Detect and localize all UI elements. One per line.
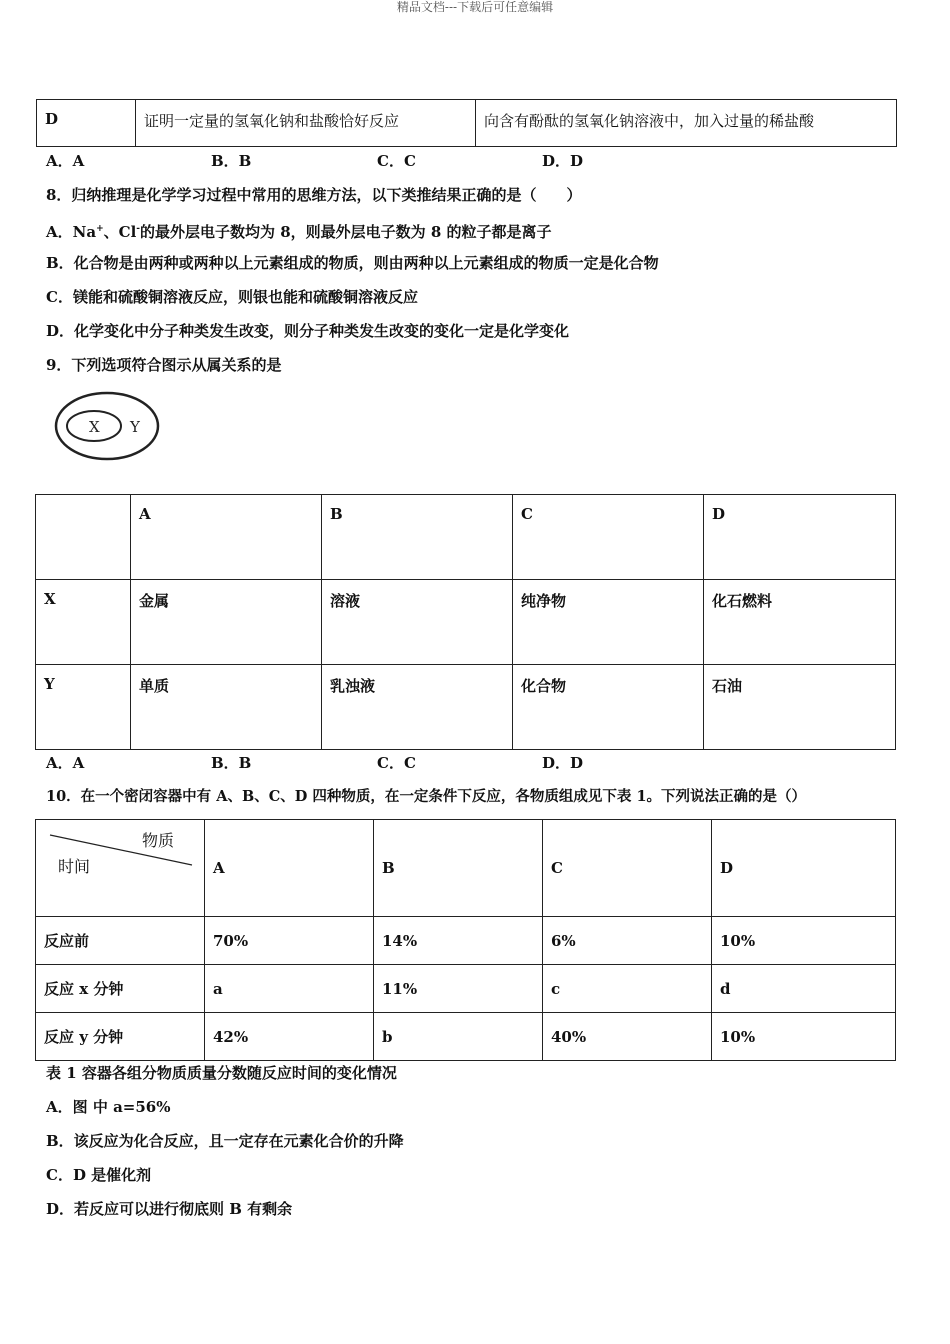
q8-stem: 8．归纳推理是化学学习过程中常用的思维方法，以下类推结果正确的是（ ） — [46, 186, 582, 204]
q9-row-x-b: 溶液 — [322, 580, 513, 665]
q10-cell: a — [205, 965, 374, 1013]
q9-row-x-a: 金属 — [131, 580, 322, 665]
venn-outer-ellipse — [56, 393, 158, 459]
corner-label-time: 时间 — [58, 857, 91, 876]
q10-cell: 14% — [374, 917, 543, 965]
q10-option-b[interactable]: B．该反应为化合反应，且一定存在元素化合价的升降 — [46, 1132, 404, 1150]
q9-option-d[interactable]: D．D — [542, 754, 584, 772]
q9-row-x-label: X — [36, 580, 131, 665]
q7-option-a[interactable]: A．A — [46, 152, 85, 170]
corner-label-substance: 物质 — [141, 831, 174, 850]
q10-row-label: 反应 y 分钟 — [36, 1013, 205, 1061]
q10-cell: b — [374, 1013, 543, 1061]
q10-stem: 10．在一个密闭容器中有 A、B、C、D 四种物质，在一定条件下反应，各物质组成见下表 1。下列说法正确的是（） — [46, 788, 807, 805]
q10-cell: 10% — [712, 917, 896, 965]
q9-table — [35, 494, 896, 750]
q10-col-b: B — [374, 820, 543, 917]
q7-option-b[interactable]: B．B — [211, 152, 252, 170]
q10-corner-cell — [36, 820, 205, 917]
q10-cell: 40% — [543, 1013, 712, 1061]
q10-cell: d — [712, 965, 896, 1013]
q10-table-caption: 表 1 容器各组分物质质量分数随反应时间的变化情况 — [46, 1064, 397, 1082]
page-header: 精品文档---下载后可任意编辑 — [396, 0, 554, 14]
q10-col-a: A — [205, 820, 374, 917]
q9-col-a: A — [131, 495, 322, 580]
q10-cell: 10% — [712, 1013, 896, 1061]
q10-header-row — [36, 820, 896, 917]
q10-option-d[interactable]: D．若反应可以进行彻底则 B 有剩余 — [46, 1200, 293, 1218]
q10-cell: 70% — [205, 917, 374, 965]
q10-col-c: C — [543, 820, 712, 917]
q10-col-d: D — [712, 820, 896, 917]
q9-row-y-a: 单质 — [131, 665, 322, 750]
q7-option-d[interactable]: D．D — [542, 152, 584, 170]
q8-option-b[interactable]: B．化合物是由两种或两种以上元素组成的物质，则由两种以上元素组成的物质一定是化合物 — [46, 254, 659, 272]
q9-corner-cell — [36, 495, 131, 580]
q8-option-c[interactable]: C．镁能和硫酸铜溶液反应，则银也能和硫酸铜溶液反应 — [46, 288, 418, 306]
q9-option-b[interactable]: B．B — [211, 754, 252, 772]
q9-row-y-d: 石油 — [704, 665, 896, 750]
q10-option-a[interactable]: A．图 中 a=56% — [46, 1098, 171, 1116]
table-row — [36, 917, 896, 965]
venn-inner-label: X — [89, 418, 100, 436]
q9-row-y-b: 乳浊液 — [322, 665, 513, 750]
venn-outer-label: Y — [130, 418, 140, 436]
table-row — [36, 1013, 896, 1061]
q9-row-x-c: 纯净物 — [513, 580, 704, 665]
q10-cell: c — [543, 965, 712, 1013]
q9-row-y-c: 化合物 — [513, 665, 704, 750]
q9-row-x-d: 化石燃料 — [704, 580, 896, 665]
q10-cell: 6% — [543, 917, 712, 965]
table-row — [36, 965, 896, 1013]
q9-col-d: D — [704, 495, 896, 580]
q9-option-a[interactable]: A．A — [46, 754, 85, 772]
q10-option-c[interactable]: C．D 是催化剂 — [46, 1166, 152, 1184]
q7-table — [36, 99, 897, 147]
q9-option-c[interactable]: C．C — [377, 754, 416, 772]
q9-stem: 9．下列选项符合图示从属关系的是 — [46, 356, 282, 374]
q10-table — [35, 819, 896, 1061]
q9-row-x — [36, 580, 896, 665]
q9-header-row — [36, 495, 896, 580]
q10-row-label: 反应 x 分钟 — [36, 965, 205, 1013]
q8-option-a[interactable]: A．Na+、Cl-的最外层电子数均为 8，则最外层电子数为 8 的粒子都是离子 — [46, 223, 552, 241]
q7-method-cell: 向含有酚酞的氢氧化钠溶液中，加入过量的稀盐酸 — [476, 100, 897, 147]
q9-col-c: C — [513, 495, 704, 580]
q9-col-b: B — [322, 495, 513, 580]
venn-diagram — [53, 390, 163, 462]
q7-option-label: D — [37, 100, 136, 147]
q8-option-d[interactable]: D．化学变化中分子种类发生改变，则分子种类发生改变的变化一定是化学变化 — [46, 322, 570, 340]
q10-cell: 11% — [374, 965, 543, 1013]
q7-option-c[interactable]: C．C — [377, 152, 416, 170]
q9-row-y — [36, 665, 896, 750]
q7-purpose-cell: 证明一定量的氢氧化钠和盐酸恰好反应 — [136, 100, 476, 147]
q10-cell: 42% — [205, 1013, 374, 1061]
q10-row-label: 反应前 — [36, 917, 205, 965]
q9-row-y-label: Y — [36, 665, 131, 750]
